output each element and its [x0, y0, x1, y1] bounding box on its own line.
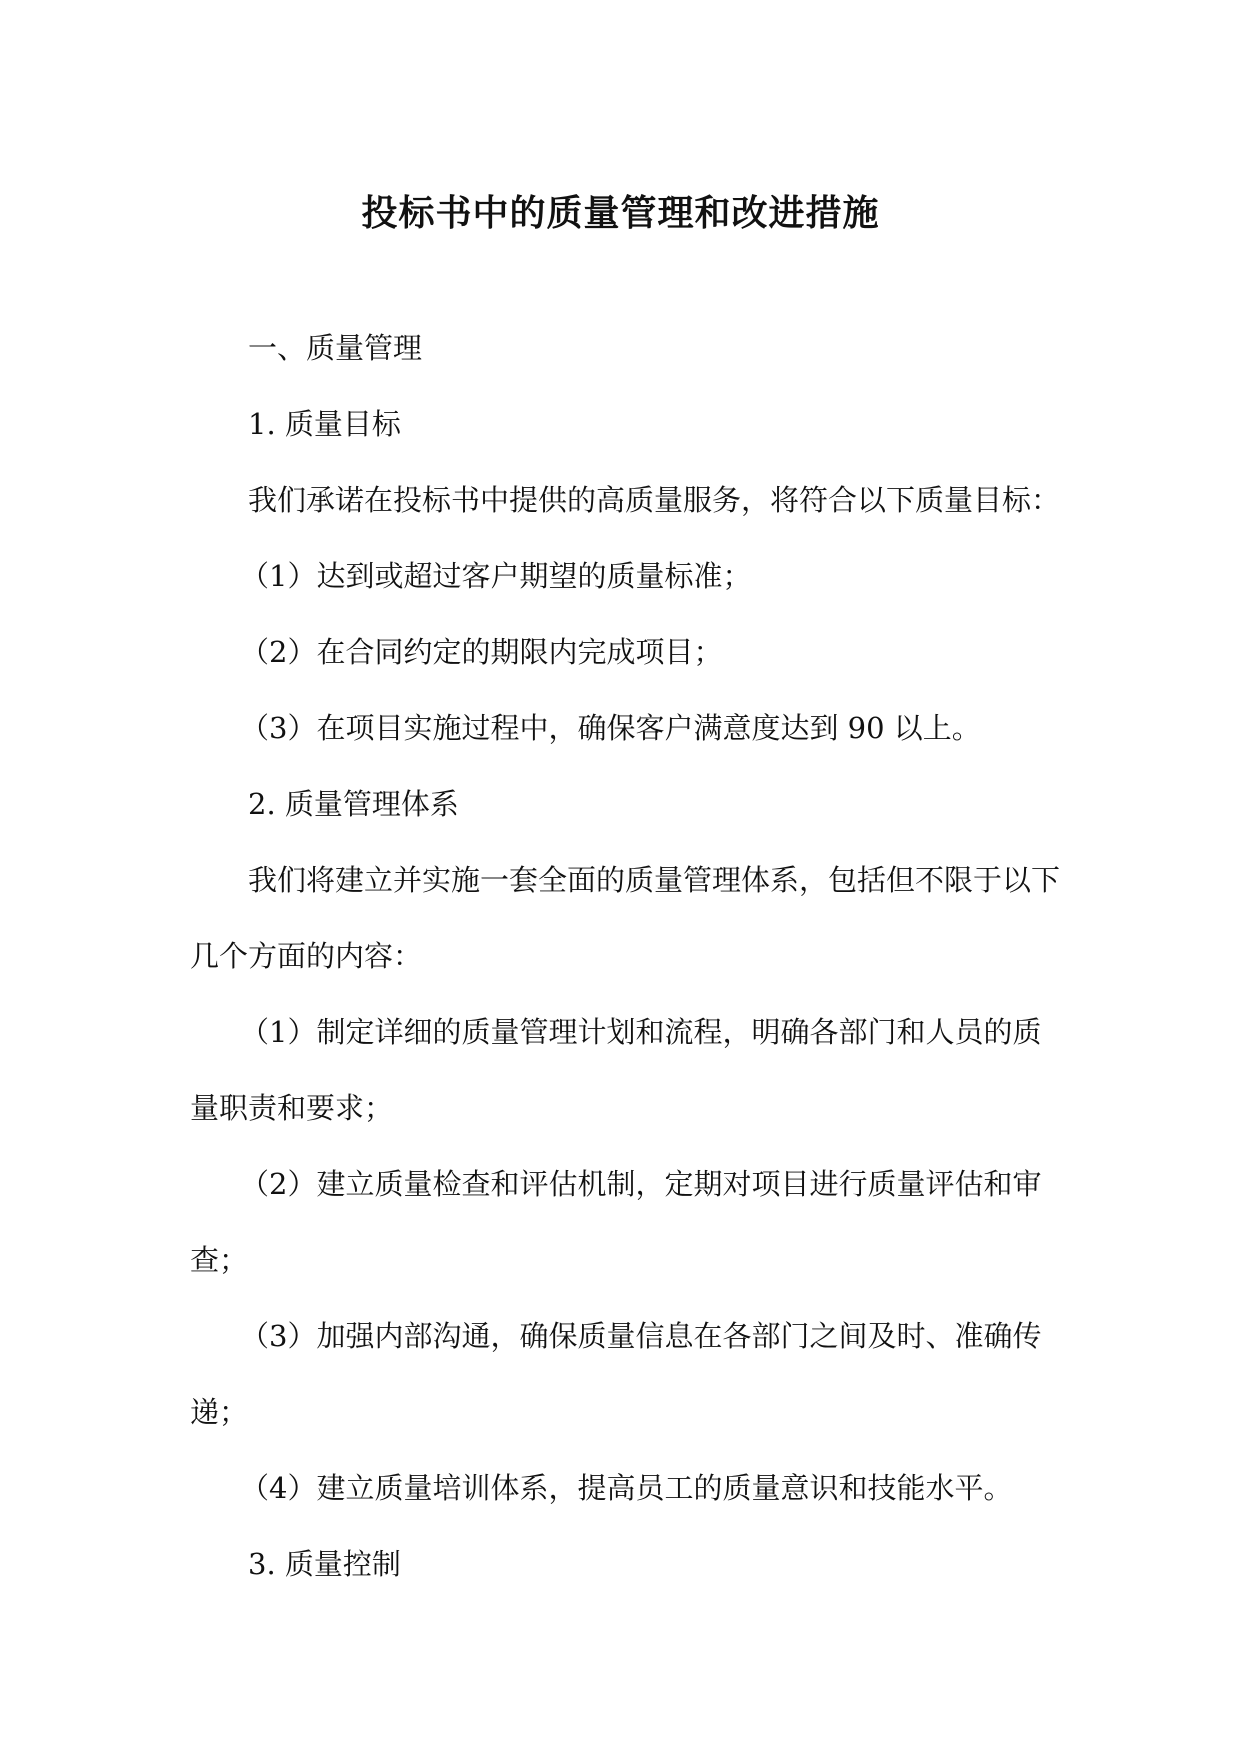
- subheading-quality-objectives: 1. 质量目标: [248, 407, 401, 441]
- list-item-continuation: 查；: [190, 1243, 249, 1277]
- paragraph-line: 几个方面的内容：: [190, 939, 423, 973]
- paragraph-line: 我们将建立并实施一套全面的质量管理体系，包括但不限于以下: [248, 863, 1061, 897]
- list-item-line: （2）建立质量检查和评估机制，定期对项目进行质量评估和审: [240, 1167, 1042, 1201]
- subheading-quality-control: 3. 质量控制: [248, 1547, 401, 1581]
- list-item-line: （3）加强内部沟通，确保质量信息在各部门之间及时、准确传: [240, 1319, 1042, 1353]
- list-item-line: （1）制定详细的质量管理计划和流程，明确各部门和人员的质: [240, 1015, 1042, 1049]
- list-item-continuation: 量职责和要求；: [190, 1091, 394, 1125]
- subheading-quality-system: 2. 质量管理体系: [248, 787, 459, 821]
- list-item-line: （2）在合同约定的期限内完成项目；: [240, 635, 723, 669]
- list-item-line: （1）达到或超过客户期望的质量标准；: [240, 559, 752, 593]
- document-body: [190, 310, 1061, 1602]
- list-item-line: （4）建立质量培训体系，提高员工的质量意识和技能水平。: [240, 1471, 1013, 1505]
- section-heading-quality-management: 一、质量管理: [248, 331, 423, 365]
- paragraph-line: 我们承诺在投标书中提供的高质量服务，将符合以下质量目标：: [248, 483, 1061, 517]
- list-item-line: （3）在项目实施过程中，确保客户满意度达到 90 以上。: [240, 711, 981, 745]
- document-title: 投标书中的质量管理和改进措施: [361, 193, 880, 234]
- list-item-continuation: 递；: [190, 1395, 249, 1429]
